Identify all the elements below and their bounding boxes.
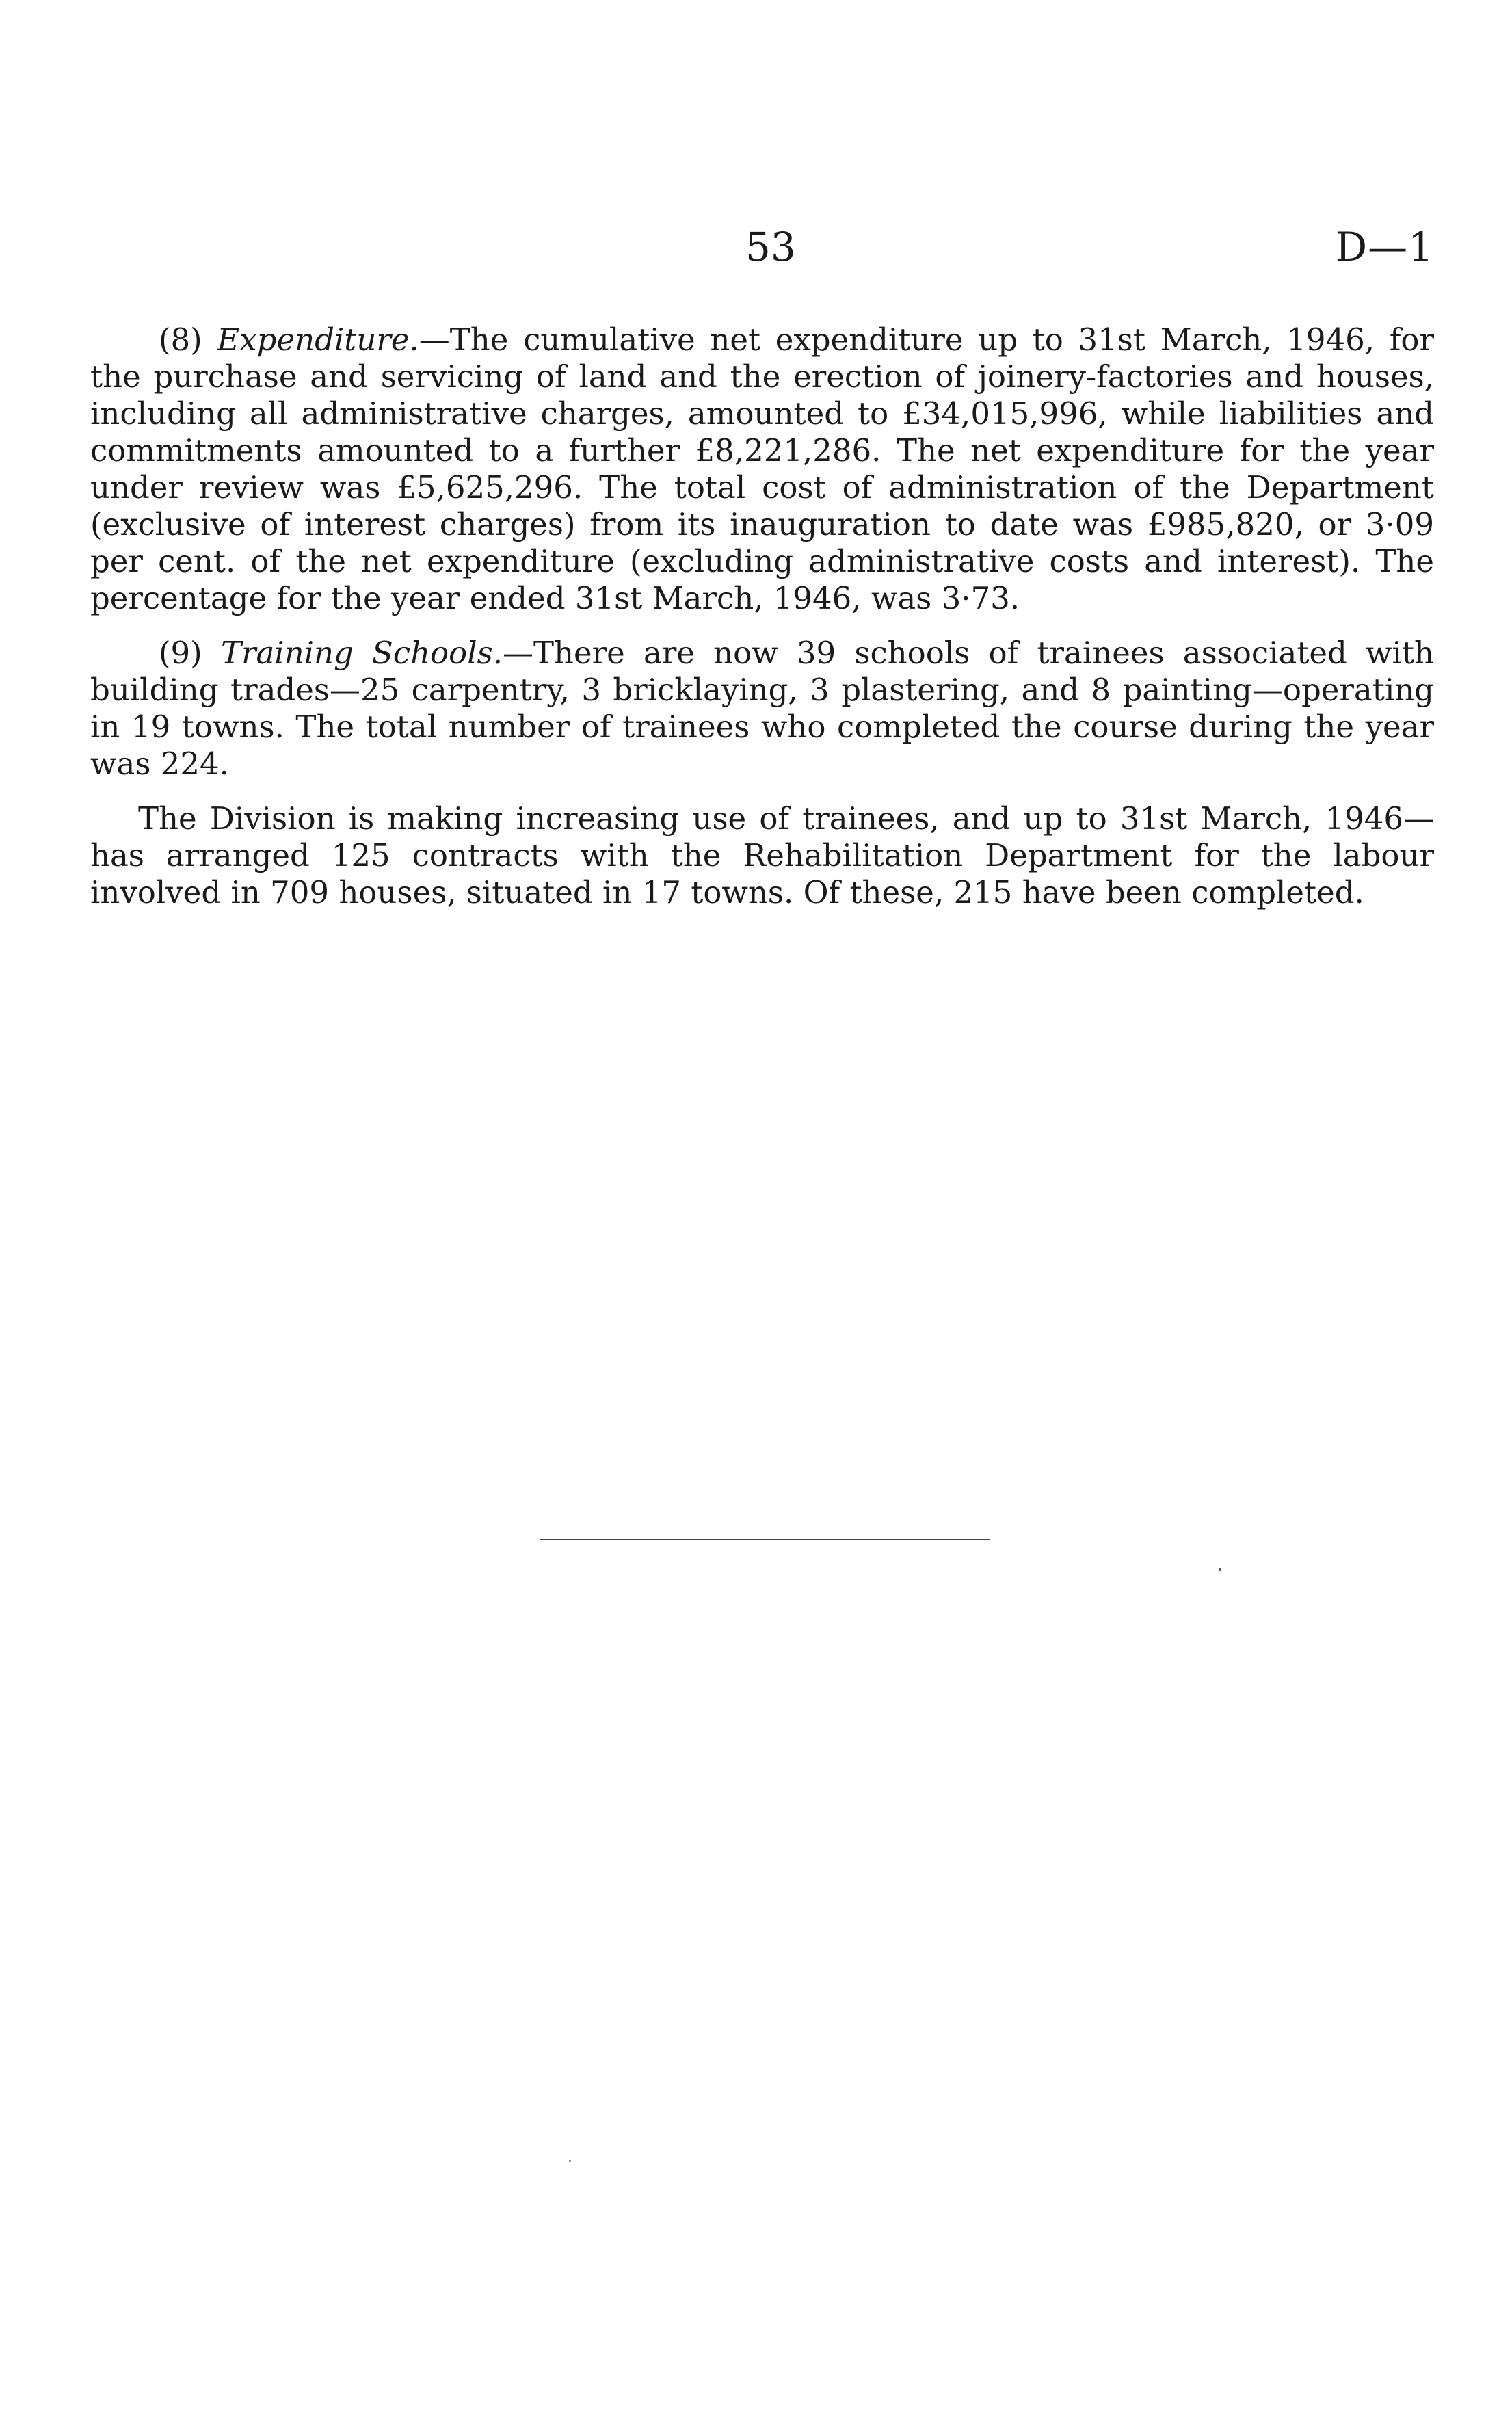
- print-speck: [569, 2160, 571, 2162]
- section-heading-training-schools: Training Schools.: [220, 635, 503, 671]
- print-speck: [1219, 1568, 1221, 1571]
- paragraph-number: (8): [159, 321, 217, 358]
- paragraph-number: (9): [159, 635, 221, 671]
- paragraph-text: The Division is making increasing use of trainees, and up to 31st March, 1946—has arranged 125 contracts with the Rehabilitation Department for the labour involved in 709 houses, situated in 17 towns. Of these, 215 have been completed.: [90, 800, 1434, 910]
- paragraph-text: —There are now 39 schools of trainees associated with building trades—25 carpentry, 3 bricklaying, 3 plastering, and 8 painting—operating in 19 towns. The total number of trainees who completed the course during the year was 224.: [90, 635, 1435, 782]
- paragraph-training-schools: [90, 635, 1434, 783]
- paragraph-text: —The cumulative net expenditure up to 31st March, 1946, for the purchase and servicing of land and the erection of joinery-factories and houses, including all administrative charges, amounted to £34,015,996, while liabilities and commitments amounted to a further £8,221,286. The net expenditure for the year under review was £5,625,296. The total cost of administration of the Department (exclusive of interest charges) from its inauguration to date was £985,820, or 3·09 per cent. of the net expenditure (excluding administrative costs and interest). The percentage for the year ended 31st March, 1946, was 3·73.: [90, 321, 1435, 616]
- section-divider-rule: [540, 1539, 990, 1540]
- document-reference: D—1: [1335, 224, 1434, 270]
- paragraph-division-trainees: [90, 800, 1434, 911]
- section-heading-expenditure: Expenditure.: [217, 321, 419, 358]
- page-number: 53: [745, 224, 796, 270]
- paragraph-expenditure: [90, 321, 1434, 617]
- body-text: [90, 321, 1434, 929]
